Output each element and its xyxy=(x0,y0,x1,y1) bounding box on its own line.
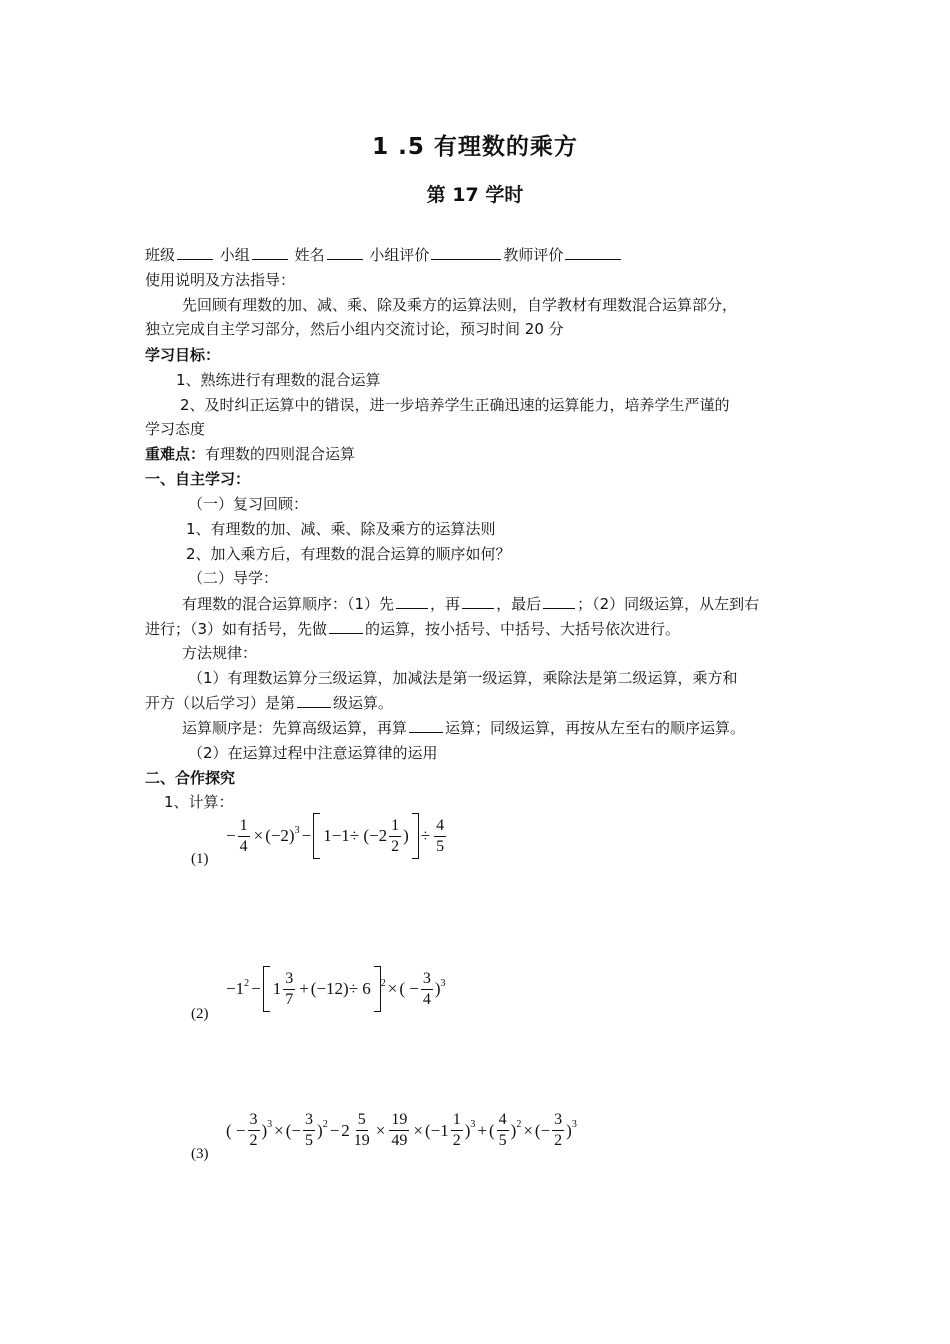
name-label: 姓名 xyxy=(294,246,325,264)
instructions-line2: 独立完成自主学习部分，然后小组内交流讨论，预习时间 20 分 xyxy=(145,320,564,338)
goals-heading: 学习目标： xyxy=(145,346,221,364)
name-blank[interactable] xyxy=(327,245,363,260)
key-point-text: 有理数的四则混合运算 xyxy=(205,445,356,463)
section2-heading: 二、合作探究 xyxy=(145,769,236,787)
order-text-a: 有理数的混合运算顺序：（1）先 xyxy=(182,595,395,613)
rule-order-text-a: 运算顺序是：先算高级运算，再算 xyxy=(182,719,408,737)
goal-item-2-line2: 学习态度 xyxy=(145,420,206,438)
key-point-label: 重难点： xyxy=(145,445,206,463)
order-line-1 xyxy=(182,593,759,614)
key-point xyxy=(145,443,355,464)
rule1-text-b: 级运算。 xyxy=(333,694,394,712)
section1-heading: 一、自主学习： xyxy=(145,470,251,488)
class-label: 班级 xyxy=(145,246,176,264)
order-text-d: ；（2）同级运算，从左到右 xyxy=(577,595,760,613)
header-fields xyxy=(145,244,623,265)
order-blank-2[interactable] xyxy=(462,594,494,609)
section2-task: 1、计算： xyxy=(164,793,234,811)
review-question-1: 1、有理数的加、减、乘、除及乘方的运算法则 xyxy=(186,520,496,538)
order-line-2 xyxy=(145,618,680,639)
rule-order-text-b: 运算；同级运算，再按从左至右的顺序运算。 xyxy=(445,719,746,737)
order-blank-4[interactable] xyxy=(329,619,363,634)
order-text-b: ，再 xyxy=(430,595,461,613)
rule2: （2）在运算过程中注意运算律的运用 xyxy=(188,744,438,762)
page-title: 1 .5 有理数的乘方 xyxy=(372,134,578,160)
order-text-c: ，最后 xyxy=(496,595,542,613)
rule-order-blank[interactable] xyxy=(409,718,443,733)
problem-2-expression: −1 2 − 1 $\frac{3}{7}$ + (−12)÷ 6 2 × ( − $\frac{3}{4}$ ) 3 xyxy=(226,966,446,1012)
rule1-line2 xyxy=(145,692,393,713)
order-blank-3[interactable] xyxy=(543,594,575,609)
problem-1-expression: − $\frac{1}{4}$ × (−2) 3 − 1−1÷ (−2 $\frac{1}{2}$ ) ÷ $\frac{4}{5}$ xyxy=(226,813,448,859)
guide-heading: （二）导学： xyxy=(188,569,279,587)
method-heading: 方法规律： xyxy=(182,644,258,662)
problem-3-expression: ( − $\frac{3}{2}$ ) 3 × (− $\frac{3}{5}$ ) 2 − 2 $\frac{5}{19}$ × $\frac{19}{49}$ × (−1 $\frac{1}{2}$ ) 3 + ( $\frac{4}{5}$ ) 2 × (− $\frac{3}{2}$ ) 3 xyxy=(226,1111,577,1149)
class-blank[interactable] xyxy=(177,245,213,260)
review-question-2: 2、加入乘方后，有理数的混合运算的顺序如何？ xyxy=(186,545,511,563)
instructions-line1: 先回顾有理数的加、减、乘、除及乘方的运算法则，自学教材有理数混合运算部分， xyxy=(182,296,738,314)
instructions-heading: 使用说明及方法指导： xyxy=(145,271,296,289)
problem-1-label: (1) xyxy=(191,851,209,867)
goal-item-2-line1: 2、及时纠正运算中的错误，进一步培养学生正确迅速的运算能力，培养学生严谨的 xyxy=(180,396,730,414)
teacher-eval-label: 教师评价 xyxy=(503,246,564,264)
order2-text-b: 的运算，按小括号、中括号、大括号依次进行。 xyxy=(365,620,681,638)
order-blank-1[interactable] xyxy=(396,594,428,609)
problem-3-label: (3) xyxy=(191,1146,209,1162)
group-eval-label: 小组评价 xyxy=(369,246,430,264)
rule1-line1: （1）有理数运算分三级运算，加减法是第一级运算，乘除法是第二级运算，乘方和 xyxy=(188,669,738,687)
rule1-blank[interactable] xyxy=(297,693,331,708)
rule-order-line xyxy=(182,717,745,738)
page-subtitle: 第 17 学时 xyxy=(426,184,524,206)
group-label: 小组 xyxy=(219,246,250,264)
goal-item-1: 1、熟练进行有理数的混合运算 xyxy=(176,371,381,389)
review-heading: （一）复习回顾： xyxy=(188,495,309,513)
group-blank[interactable] xyxy=(252,245,288,260)
teacher-eval-blank[interactable] xyxy=(565,245,621,260)
rule1-text-a: 开方（以后学习）是第 xyxy=(145,694,296,712)
group-eval-blank[interactable] xyxy=(431,245,501,260)
problem-2-label: (2) xyxy=(191,1006,209,1022)
order2-text-a: 进行；（3）如有括号，先做 xyxy=(145,620,328,638)
